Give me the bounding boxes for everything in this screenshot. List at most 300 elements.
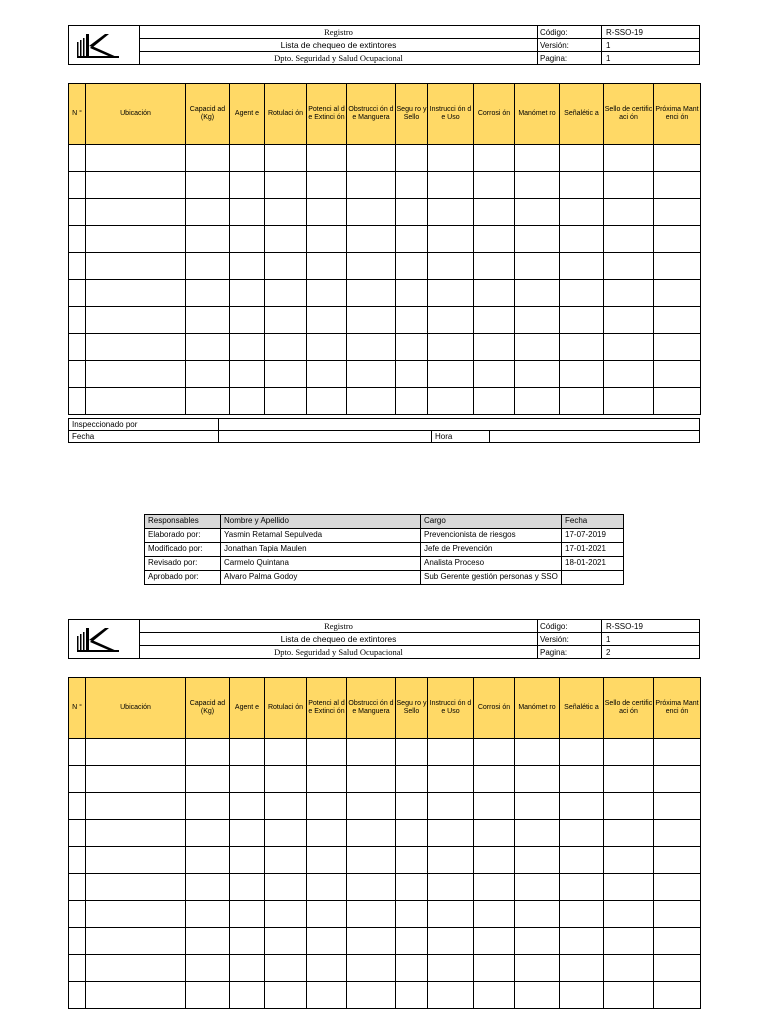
cell-numero[interactable] bbox=[69, 361, 86, 388]
cell-ubicacion[interactable] bbox=[86, 253, 186, 280]
cell-ubicacion[interactable] bbox=[86, 199, 186, 226]
cell-senaletica[interactable] bbox=[560, 982, 604, 1009]
cell-seguro[interactable] bbox=[396, 793, 428, 820]
cell-manometro[interactable] bbox=[515, 901, 560, 928]
cell-agente[interactable] bbox=[230, 928, 265, 955]
cell-proxima[interactable] bbox=[654, 172, 701, 199]
cell-numero[interactable] bbox=[69, 847, 86, 874]
cell-potencial[interactable] bbox=[307, 874, 347, 901]
cell-instruccion[interactable] bbox=[428, 334, 474, 361]
cell-proxima[interactable] bbox=[654, 334, 701, 361]
cell-instruccion[interactable] bbox=[428, 307, 474, 334]
cell-capacidad[interactable] bbox=[186, 172, 230, 199]
cell-senaletica[interactable] bbox=[560, 739, 604, 766]
cell-instruccion[interactable] bbox=[428, 928, 474, 955]
cell-numero[interactable] bbox=[69, 955, 86, 982]
cell-potencial[interactable] bbox=[307, 145, 347, 172]
cell-sello[interactable] bbox=[604, 334, 654, 361]
cell-proxima[interactable] bbox=[654, 739, 701, 766]
col-header-manometro: Manómet ro bbox=[515, 84, 560, 145]
cell-obstruccion[interactable] bbox=[347, 199, 396, 226]
cell-ubicacion[interactable] bbox=[86, 307, 186, 334]
table-row bbox=[69, 847, 701, 874]
cell-sello[interactable] bbox=[604, 199, 654, 226]
cell-rotulacion[interactable] bbox=[265, 955, 307, 982]
cell-numero[interactable] bbox=[69, 793, 86, 820]
cell-ubicacion[interactable] bbox=[86, 766, 186, 793]
cell-corrosion[interactable] bbox=[474, 172, 515, 199]
cell-proxima[interactable] bbox=[654, 874, 701, 901]
cell-potencial[interactable] bbox=[307, 388, 347, 415]
cell-ubicacion[interactable] bbox=[86, 955, 186, 982]
cell-rotulacion[interactable] bbox=[265, 199, 307, 226]
cell-rotulacion[interactable] bbox=[265, 145, 307, 172]
col-header-sello: Sello de certificaci ón bbox=[604, 84, 654, 145]
cell-agente[interactable] bbox=[230, 739, 265, 766]
col-header-proxima: Próxima Mantenci ón bbox=[654, 84, 701, 145]
cell-agente[interactable] bbox=[230, 199, 265, 226]
cell-capacidad[interactable] bbox=[186, 739, 230, 766]
cell-capacidad[interactable] bbox=[186, 847, 230, 874]
cell-instruccion[interactable] bbox=[428, 955, 474, 982]
cell-proxima[interactable] bbox=[654, 793, 701, 820]
cell-potencial[interactable] bbox=[307, 793, 347, 820]
cell-sello[interactable] bbox=[604, 739, 654, 766]
cell-sello[interactable] bbox=[604, 388, 654, 415]
cell-ubicacion[interactable] bbox=[86, 928, 186, 955]
cell-instruccion[interactable] bbox=[428, 388, 474, 415]
cell-ubicacion[interactable] bbox=[86, 226, 186, 253]
cell-rotulacion[interactable] bbox=[265, 766, 307, 793]
cell-manometro[interactable] bbox=[515, 172, 560, 199]
cell-capacidad[interactable] bbox=[186, 334, 230, 361]
cell-sello[interactable] bbox=[604, 874, 654, 901]
cell-capacidad[interactable] bbox=[186, 820, 230, 847]
cell-potencial[interactable] bbox=[307, 982, 347, 1009]
cell-manometro[interactable] bbox=[515, 145, 560, 172]
cell-proxima[interactable] bbox=[654, 820, 701, 847]
cell-corrosion[interactable] bbox=[474, 820, 515, 847]
cell-numero[interactable] bbox=[69, 334, 86, 361]
cell-agente[interactable] bbox=[230, 955, 265, 982]
cell-ubicacion[interactable] bbox=[86, 388, 186, 415]
cell-ubicacion[interactable] bbox=[86, 361, 186, 388]
cell-manometro[interactable] bbox=[515, 334, 560, 361]
cell-sello[interactable] bbox=[604, 766, 654, 793]
cell-corrosion[interactable] bbox=[474, 847, 515, 874]
cell-agente[interactable] bbox=[230, 793, 265, 820]
cell-manometro[interactable] bbox=[515, 388, 560, 415]
cell-obstruccion[interactable] bbox=[347, 145, 396, 172]
cell-agente[interactable] bbox=[230, 226, 265, 253]
cell-senaletica[interactable] bbox=[560, 955, 604, 982]
cell-senaletica[interactable] bbox=[560, 253, 604, 280]
cell-rotulacion[interactable] bbox=[265, 982, 307, 1009]
cell-proxima[interactable] bbox=[654, 388, 701, 415]
cell-capacidad[interactable] bbox=[186, 874, 230, 901]
cell-ubicacion[interactable] bbox=[86, 982, 186, 1009]
cell-seguro[interactable] bbox=[396, 847, 428, 874]
cell-proxima[interactable] bbox=[654, 901, 701, 928]
cell-seguro[interactable] bbox=[396, 955, 428, 982]
cell-rotulacion[interactable] bbox=[265, 226, 307, 253]
cell-corrosion[interactable] bbox=[474, 145, 515, 172]
cell-obstruccion[interactable] bbox=[347, 901, 396, 928]
cell-capacidad[interactable] bbox=[186, 388, 230, 415]
cell-senaletica[interactable] bbox=[560, 280, 604, 307]
cell-rotulacion[interactable] bbox=[265, 253, 307, 280]
cell-potencial[interactable] bbox=[307, 172, 347, 199]
cell-seguro[interactable] bbox=[396, 982, 428, 1009]
cell-seguro[interactable] bbox=[396, 199, 428, 226]
cell-numero[interactable] bbox=[69, 901, 86, 928]
cell-agente[interactable] bbox=[230, 766, 265, 793]
cell-capacidad[interactable] bbox=[186, 253, 230, 280]
cell-seguro[interactable] bbox=[396, 388, 428, 415]
cell-numero[interactable] bbox=[69, 820, 86, 847]
cell-manometro[interactable] bbox=[515, 847, 560, 874]
cell-senaletica[interactable] bbox=[560, 766, 604, 793]
cell-capacidad[interactable] bbox=[186, 901, 230, 928]
cell-agente[interactable] bbox=[230, 145, 265, 172]
cell-sello[interactable] bbox=[604, 820, 654, 847]
cell-manometro[interactable] bbox=[515, 928, 560, 955]
cell-seguro[interactable] bbox=[396, 145, 428, 172]
cell-potencial[interactable] bbox=[307, 820, 347, 847]
cell-capacidad[interactable] bbox=[186, 145, 230, 172]
cell-proxima[interactable] bbox=[654, 145, 701, 172]
cell-potencial[interactable] bbox=[307, 226, 347, 253]
cell-seguro[interactable] bbox=[396, 280, 428, 307]
cell-capacidad[interactable] bbox=[186, 928, 230, 955]
cell-ubicacion[interactable] bbox=[86, 901, 186, 928]
cell-numero[interactable] bbox=[69, 766, 86, 793]
cell-manometro[interactable] bbox=[515, 253, 560, 280]
cell-obstruccion[interactable] bbox=[347, 172, 396, 199]
cell-senaletica[interactable] bbox=[560, 334, 604, 361]
cell-potencial[interactable] bbox=[307, 307, 347, 334]
cell-obstruccion[interactable] bbox=[347, 982, 396, 1009]
cell-corrosion[interactable] bbox=[474, 874, 515, 901]
cell-agente[interactable] bbox=[230, 874, 265, 901]
cell-proxima[interactable] bbox=[654, 955, 701, 982]
cell-senaletica[interactable] bbox=[560, 874, 604, 901]
cell-senaletica[interactable] bbox=[560, 361, 604, 388]
cell-corrosion[interactable] bbox=[474, 955, 515, 982]
cell-obstruccion[interactable] bbox=[347, 388, 396, 415]
col-header-corrosion: Corrosi ón bbox=[474, 678, 515, 739]
cell-manometro[interactable] bbox=[515, 982, 560, 1009]
cell-numero[interactable] bbox=[69, 928, 86, 955]
cell-agente[interactable] bbox=[230, 361, 265, 388]
cell-proxima[interactable] bbox=[654, 226, 701, 253]
cell-capacidad[interactable] bbox=[186, 361, 230, 388]
cell-ubicacion[interactable] bbox=[86, 334, 186, 361]
cell-instruccion[interactable] bbox=[428, 253, 474, 280]
cell-capacidad[interactable] bbox=[186, 199, 230, 226]
col-header-agente: Agent e bbox=[230, 678, 265, 739]
cell-manometro[interactable] bbox=[515, 820, 560, 847]
cell-rotulacion[interactable] bbox=[265, 172, 307, 199]
cell-agente[interactable] bbox=[230, 847, 265, 874]
cell-sello[interactable] bbox=[604, 901, 654, 928]
cell-corrosion[interactable] bbox=[474, 388, 515, 415]
cell-obstruccion[interactable] bbox=[347, 334, 396, 361]
cell-proxima[interactable] bbox=[654, 361, 701, 388]
cell-sello[interactable] bbox=[604, 253, 654, 280]
cell-rotulacion[interactable] bbox=[265, 874, 307, 901]
cell-capacidad[interactable] bbox=[186, 307, 230, 334]
cell-potencial[interactable] bbox=[307, 253, 347, 280]
cell-seguro[interactable] bbox=[396, 901, 428, 928]
cell-seguro[interactable] bbox=[396, 820, 428, 847]
cell-sello[interactable] bbox=[604, 280, 654, 307]
table-row bbox=[69, 928, 701, 955]
cell-sello[interactable] bbox=[604, 847, 654, 874]
cell-ubicacion[interactable] bbox=[86, 874, 186, 901]
cell-corrosion[interactable] bbox=[474, 226, 515, 253]
company-logo-icon bbox=[75, 624, 119, 654]
cell-manometro[interactable] bbox=[515, 307, 560, 334]
cell-potencial[interactable] bbox=[307, 334, 347, 361]
cell-numero[interactable] bbox=[69, 199, 86, 226]
cell-obstruccion[interactable] bbox=[347, 766, 396, 793]
cell-numero[interactable] bbox=[69, 874, 86, 901]
cell-agente[interactable] bbox=[230, 253, 265, 280]
cell-numero[interactable] bbox=[69, 307, 86, 334]
cell-manometro[interactable] bbox=[515, 226, 560, 253]
cell-seguro[interactable] bbox=[396, 172, 428, 199]
cell-numero[interactable] bbox=[69, 388, 86, 415]
resp-role: Modificado por: bbox=[145, 543, 221, 557]
cell-numero[interactable] bbox=[69, 739, 86, 766]
cell-sello[interactable] bbox=[604, 361, 654, 388]
cell-potencial[interactable] bbox=[307, 739, 347, 766]
cell-potencial[interactable] bbox=[307, 901, 347, 928]
col-header-proxima: Próxima Mantenci ón bbox=[654, 678, 701, 739]
cell-manometro[interactable] bbox=[515, 739, 560, 766]
cell-corrosion[interactable] bbox=[474, 199, 515, 226]
cell-ubicacion[interactable] bbox=[86, 820, 186, 847]
cell-capacidad[interactable] bbox=[186, 766, 230, 793]
cell-agente[interactable] bbox=[230, 388, 265, 415]
cell-seguro[interactable] bbox=[396, 226, 428, 253]
cell-sello[interactable] bbox=[604, 928, 654, 955]
cell-capacidad[interactable] bbox=[186, 793, 230, 820]
cell-agente[interactable] bbox=[230, 172, 265, 199]
cell-potencial[interactable] bbox=[307, 955, 347, 982]
cell-capacidad[interactable] bbox=[186, 982, 230, 1009]
cell-manometro[interactable] bbox=[515, 361, 560, 388]
cell-instruccion[interactable] bbox=[428, 847, 474, 874]
cell-agente[interactable] bbox=[230, 307, 265, 334]
cell-rotulacion[interactable] bbox=[265, 307, 307, 334]
cell-capacidad[interactable] bbox=[186, 280, 230, 307]
cell-corrosion[interactable] bbox=[474, 982, 515, 1009]
cell-obstruccion[interactable] bbox=[347, 226, 396, 253]
cell-sello[interactable] bbox=[604, 982, 654, 1009]
cell-proxima[interactable] bbox=[654, 928, 701, 955]
cell-corrosion[interactable] bbox=[474, 361, 515, 388]
cell-senaletica[interactable] bbox=[560, 226, 604, 253]
cell-instruccion[interactable] bbox=[428, 739, 474, 766]
col-header-instruccion: Instrucci ón de Uso bbox=[428, 678, 474, 739]
cell-corrosion[interactable] bbox=[474, 253, 515, 280]
inspeccionado-field[interactable] bbox=[219, 419, 700, 431]
cell-obstruccion[interactable] bbox=[347, 820, 396, 847]
cell-seguro[interactable] bbox=[396, 874, 428, 901]
cell-senaletica[interactable] bbox=[560, 199, 604, 226]
col-header-instruccion: Instrucci ón de Uso bbox=[428, 84, 474, 145]
header-pagina-value: 2 bbox=[602, 646, 700, 659]
table-row bbox=[69, 172, 701, 199]
cell-obstruccion[interactable] bbox=[347, 253, 396, 280]
cell-rotulacion[interactable] bbox=[265, 820, 307, 847]
cell-senaletica[interactable] bbox=[560, 928, 604, 955]
cell-senaletica[interactable] bbox=[560, 820, 604, 847]
cell-ubicacion[interactable] bbox=[86, 793, 186, 820]
cell-ubicacion[interactable] bbox=[86, 145, 186, 172]
cell-proxima[interactable] bbox=[654, 766, 701, 793]
cell-manometro[interactable] bbox=[515, 793, 560, 820]
table-row bbox=[69, 199, 701, 226]
cell-potencial[interactable] bbox=[307, 928, 347, 955]
hora-field[interactable] bbox=[490, 431, 700, 443]
cell-numero[interactable] bbox=[69, 982, 86, 1009]
cell-numero[interactable] bbox=[69, 145, 86, 172]
cell-numero[interactable] bbox=[69, 280, 86, 307]
cell-obstruccion[interactable] bbox=[347, 874, 396, 901]
cell-instruccion[interactable] bbox=[428, 901, 474, 928]
cell-proxima[interactable] bbox=[654, 253, 701, 280]
cell-potencial[interactable] bbox=[307, 361, 347, 388]
cell-seguro[interactable] bbox=[396, 307, 428, 334]
cell-obstruccion[interactable] bbox=[347, 955, 396, 982]
resp-role: Revisado por: bbox=[145, 557, 221, 571]
cell-instruccion[interactable] bbox=[428, 766, 474, 793]
cell-senaletica[interactable] bbox=[560, 901, 604, 928]
cell-obstruccion[interactable] bbox=[347, 280, 396, 307]
cell-corrosion[interactable] bbox=[474, 901, 515, 928]
cell-potencial[interactable] bbox=[307, 280, 347, 307]
cell-agente[interactable] bbox=[230, 334, 265, 361]
cell-rotulacion[interactable] bbox=[265, 334, 307, 361]
cell-potencial[interactable] bbox=[307, 847, 347, 874]
cell-senaletica[interactable] bbox=[560, 307, 604, 334]
cell-corrosion[interactable] bbox=[474, 739, 515, 766]
cell-ubicacion[interactable] bbox=[86, 847, 186, 874]
cell-potencial[interactable] bbox=[307, 199, 347, 226]
cell-instruccion[interactable] bbox=[428, 226, 474, 253]
cell-senaletica[interactable] bbox=[560, 172, 604, 199]
cell-rotulacion[interactable] bbox=[265, 793, 307, 820]
cell-senaletica[interactable] bbox=[560, 793, 604, 820]
cell-sello[interactable] bbox=[604, 172, 654, 199]
cell-manometro[interactable] bbox=[515, 955, 560, 982]
cell-rotulacion[interactable] bbox=[265, 361, 307, 388]
cell-sello[interactable] bbox=[604, 955, 654, 982]
cell-obstruccion[interactable] bbox=[347, 739, 396, 766]
cell-sello[interactable] bbox=[604, 307, 654, 334]
cell-instruccion[interactable] bbox=[428, 199, 474, 226]
fecha-field[interactable] bbox=[219, 431, 432, 443]
cell-numero[interactable] bbox=[69, 172, 86, 199]
cell-corrosion[interactable] bbox=[474, 766, 515, 793]
cell-corrosion[interactable] bbox=[474, 928, 515, 955]
cell-manometro[interactable] bbox=[515, 766, 560, 793]
cell-ubicacion[interactable] bbox=[86, 739, 186, 766]
cell-instruccion[interactable] bbox=[428, 820, 474, 847]
cell-senaletica[interactable] bbox=[560, 847, 604, 874]
cell-proxima[interactable] bbox=[654, 280, 701, 307]
cell-obstruccion[interactable] bbox=[347, 847, 396, 874]
cell-obstruccion[interactable] bbox=[347, 361, 396, 388]
cell-seguro[interactable] bbox=[396, 928, 428, 955]
cell-rotulacion[interactable] bbox=[265, 847, 307, 874]
col-header-ubicacion: Ubicación bbox=[86, 678, 186, 739]
cell-instruccion[interactable] bbox=[428, 874, 474, 901]
cell-sello[interactable] bbox=[604, 145, 654, 172]
cell-corrosion[interactable] bbox=[474, 334, 515, 361]
cell-obstruccion[interactable] bbox=[347, 307, 396, 334]
cell-rotulacion[interactable] bbox=[265, 901, 307, 928]
cell-senaletica[interactable] bbox=[560, 388, 604, 415]
cell-manometro[interactable] bbox=[515, 280, 560, 307]
cell-ubicacion[interactable] bbox=[86, 280, 186, 307]
cell-instruccion[interactable] bbox=[428, 361, 474, 388]
cell-rotulacion[interactable] bbox=[265, 739, 307, 766]
cell-agente[interactable] bbox=[230, 280, 265, 307]
cell-proxima[interactable] bbox=[654, 847, 701, 874]
cell-capacidad[interactable] bbox=[186, 226, 230, 253]
cell-rotulacion[interactable] bbox=[265, 388, 307, 415]
cell-agente[interactable] bbox=[230, 820, 265, 847]
cell-seguro[interactable] bbox=[396, 334, 428, 361]
cell-corrosion[interactable] bbox=[474, 280, 515, 307]
cell-instruccion[interactable] bbox=[428, 982, 474, 1009]
cell-instruccion[interactable] bbox=[428, 145, 474, 172]
cell-seguro[interactable] bbox=[396, 253, 428, 280]
cell-ubicacion[interactable] bbox=[86, 172, 186, 199]
cell-proxima[interactable] bbox=[654, 307, 701, 334]
cell-agente[interactable] bbox=[230, 982, 265, 1009]
cell-manometro[interactable] bbox=[515, 874, 560, 901]
cell-capacidad[interactable] bbox=[186, 955, 230, 982]
cell-agente[interactable] bbox=[230, 901, 265, 928]
cell-numero[interactable] bbox=[69, 253, 86, 280]
cell-instruccion[interactable] bbox=[428, 280, 474, 307]
cell-seguro[interactable] bbox=[396, 361, 428, 388]
cell-corrosion[interactable] bbox=[474, 307, 515, 334]
cell-numero[interactable] bbox=[69, 226, 86, 253]
cell-instruccion[interactable] bbox=[428, 793, 474, 820]
cell-sello[interactable] bbox=[604, 226, 654, 253]
cell-obstruccion[interactable] bbox=[347, 928, 396, 955]
cell-rotulacion[interactable] bbox=[265, 280, 307, 307]
cell-instruccion[interactable] bbox=[428, 172, 474, 199]
cell-obstruccion[interactable] bbox=[347, 793, 396, 820]
cell-seguro[interactable] bbox=[396, 766, 428, 793]
cell-senaletica[interactable] bbox=[560, 145, 604, 172]
cell-seguro[interactable] bbox=[396, 739, 428, 766]
cell-potencial[interactable] bbox=[307, 766, 347, 793]
cell-rotulacion[interactable] bbox=[265, 928, 307, 955]
cell-manometro[interactable] bbox=[515, 199, 560, 226]
cell-proxima[interactable] bbox=[654, 199, 701, 226]
cell-corrosion[interactable] bbox=[474, 793, 515, 820]
cell-sello[interactable] bbox=[604, 793, 654, 820]
cell-proxima[interactable] bbox=[654, 982, 701, 1009]
